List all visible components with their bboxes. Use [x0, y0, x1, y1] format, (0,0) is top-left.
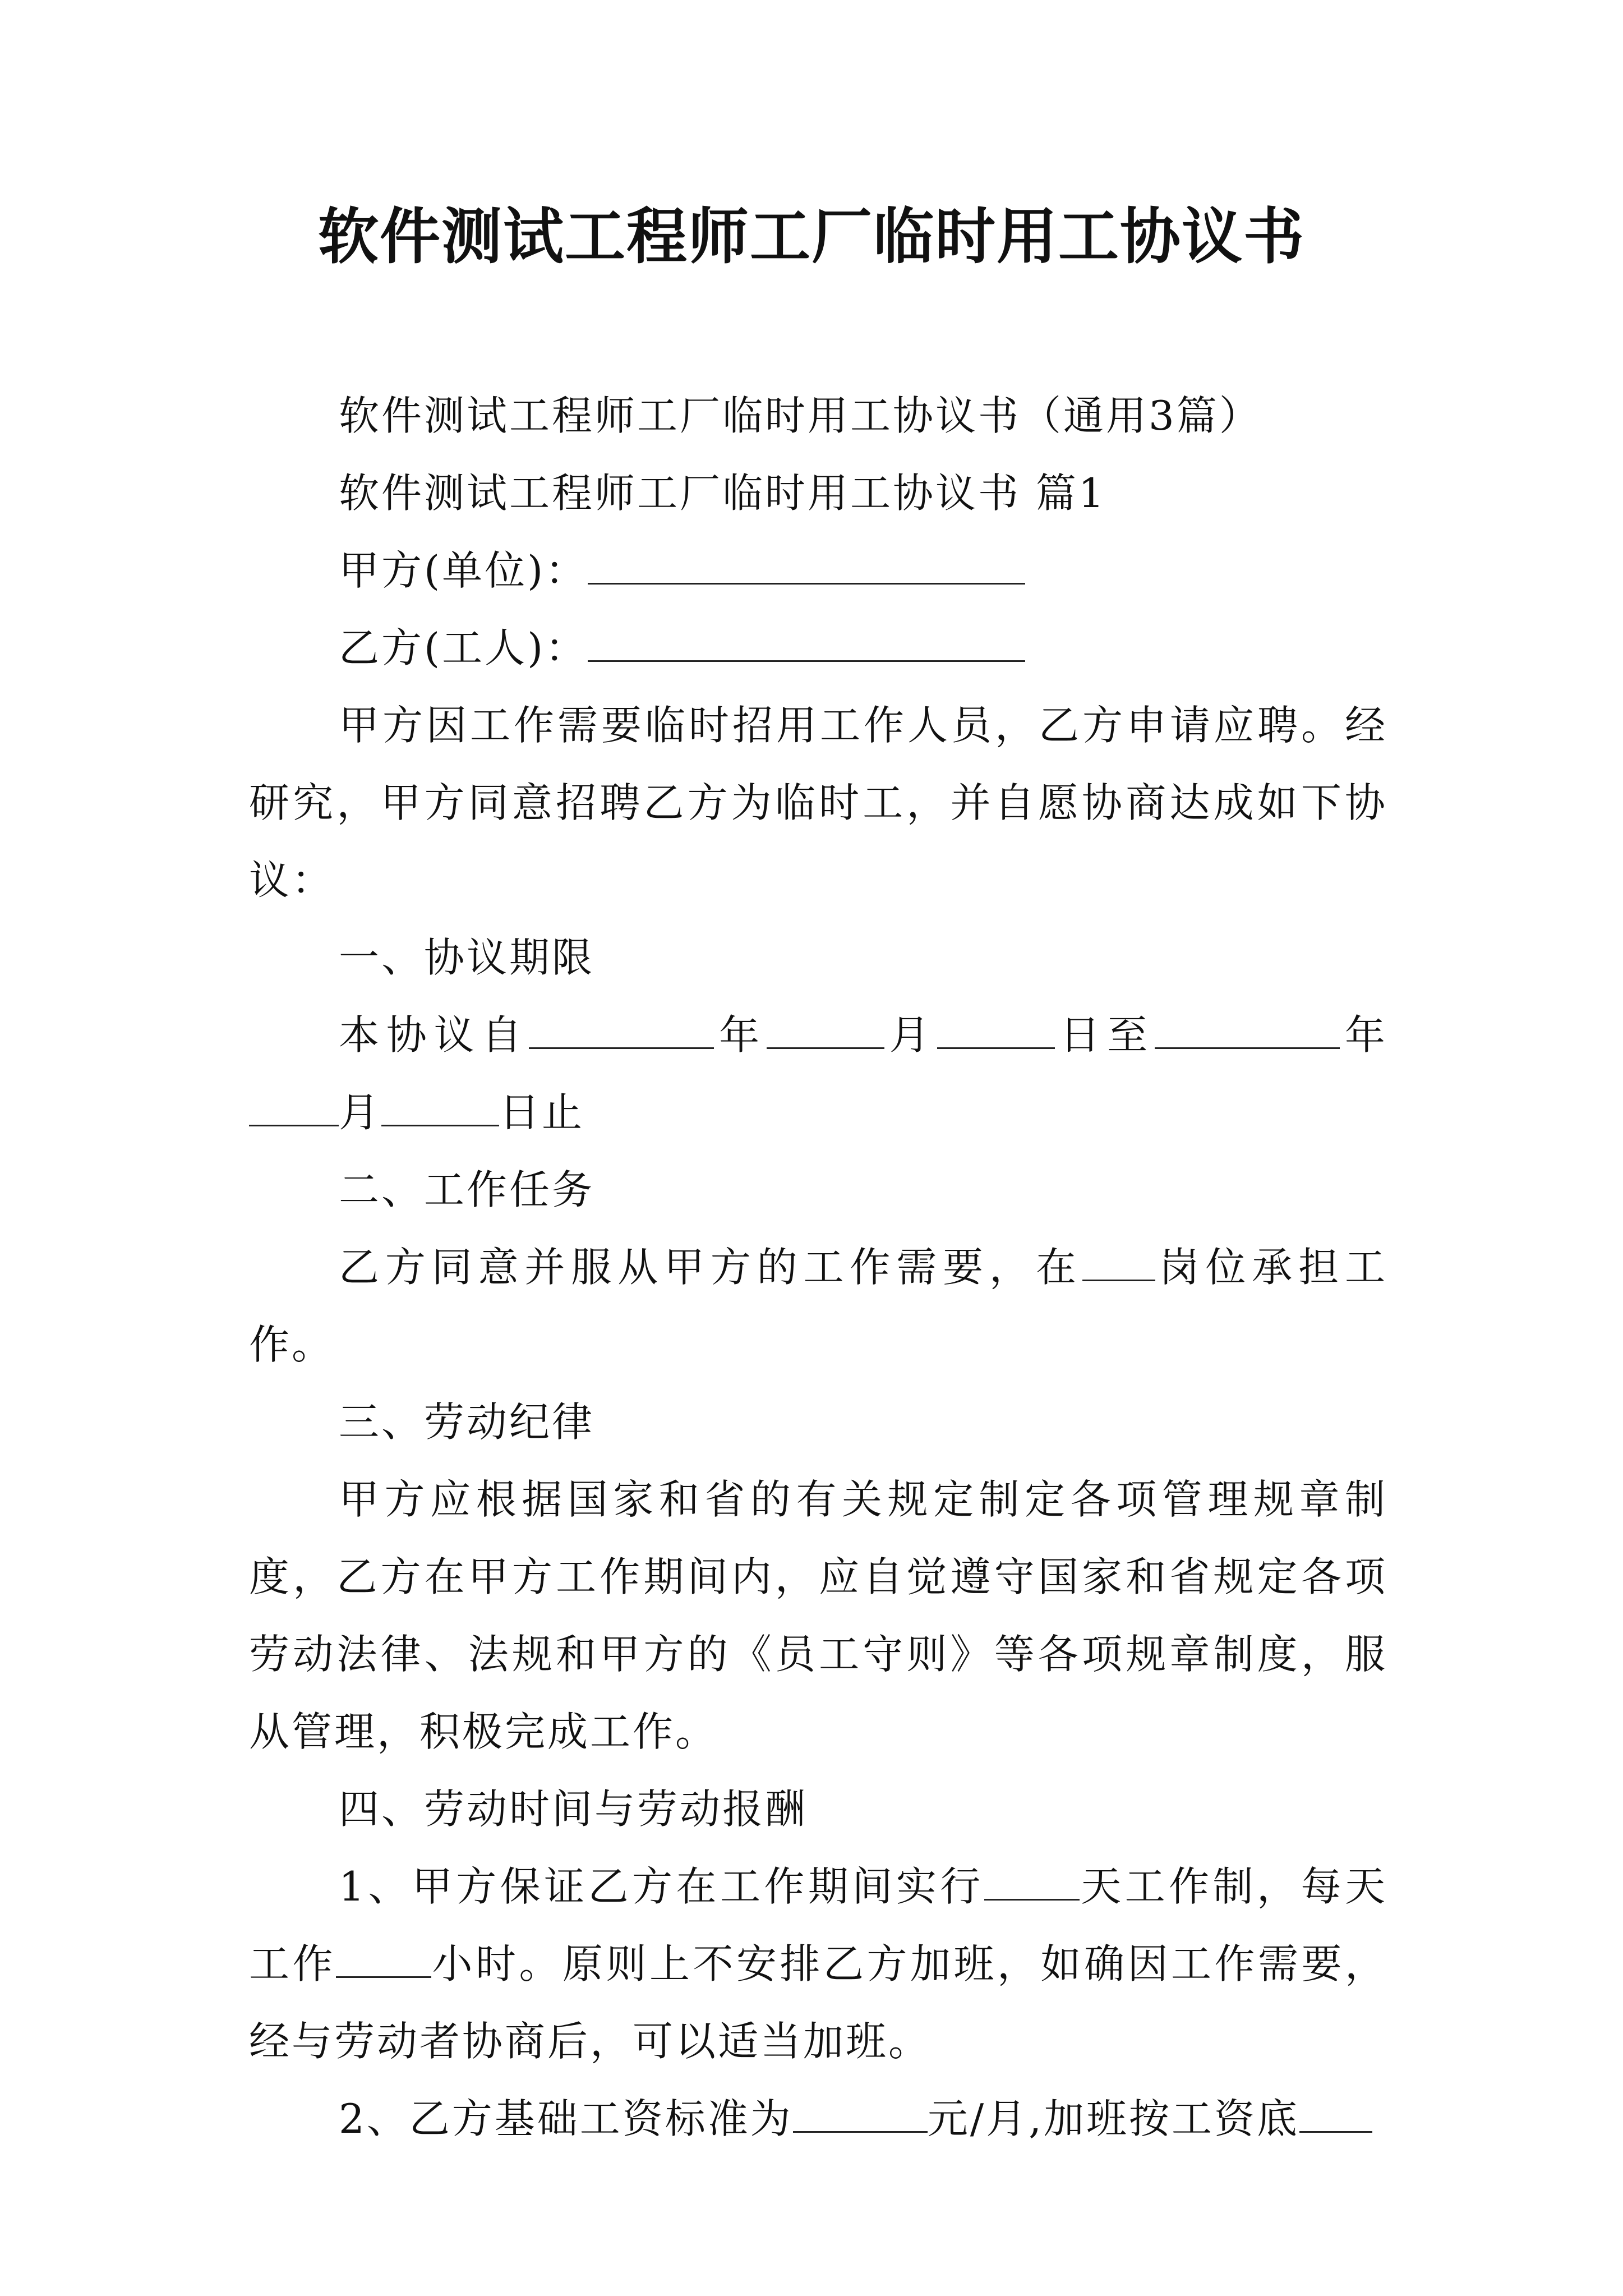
section4-item1 [249, 1848, 1387, 2080]
part-heading: 软件测试工程师工厂临时用工协议书 篇1 [339, 470, 1106, 517]
document-body [249, 377, 1387, 2157]
party-b-line [249, 609, 1387, 687]
item2-text-b: 元/月,加班按工资底 [927, 2095, 1299, 2142]
section1-day-end: 日止 [499, 1089, 585, 1136]
party-b-blank[interactable] [588, 627, 1025, 662]
section2-heading: 二、工作任务 [339, 1166, 595, 1213]
overtime-base-blank[interactable] [1299, 2097, 1372, 2133]
section4-heading: 四、劳动时间与劳动报酬 [339, 1786, 808, 1833]
section3-text: 甲方应根据国家和省的有关规定制定各项管理规章制度，乙方在甲方工作期间内，应自觉遵守国家和省规定各项劳动法律、法规和甲方的《员工守则》等各项规章制度，服从管理，积极完成工作。 [249, 1476, 1387, 1755]
section1-text [249, 996, 1387, 1151]
item1-text-b: 天工作制，每天工作 [249, 1863, 1387, 1987]
section1-month1: 月 [884, 1011, 937, 1059]
start-day-blank[interactable] [937, 1014, 1055, 1049]
item1-text-c: 小时。原则上不安排乙方加班，如确因工作需要，经与劳动者协商后，可以适当加班。 [249, 1940, 1387, 2065]
party-b-label: 乙方(工人)： [339, 624, 588, 671]
workdays-blank[interactable] [984, 1865, 1080, 1901]
end-month-blank[interactable] [249, 1091, 339, 1126]
start-year-blank[interactable] [529, 1014, 714, 1049]
end-day-blank[interactable] [381, 1091, 499, 1126]
section1-year1: 年 [714, 1011, 767, 1059]
party-a-blank[interactable] [588, 549, 1025, 585]
workhours-blank[interactable] [336, 1943, 431, 1978]
section2-text-b: 岗位承担工作。 [249, 1244, 1387, 1368]
end-year-blank[interactable] [1155, 1014, 1340, 1049]
document-title: 软件测试工程师工厂临时用工协议书 [317, 201, 1305, 272]
section4-item2 [249, 2080, 1387, 2157]
section3-heading: 三、劳动纪律 [339, 1398, 595, 1446]
salary-blank[interactable] [793, 2097, 928, 2133]
section2-text [249, 1228, 1387, 1383]
subtitle: 软件测试工程师工厂临时用工协议书（通用3篇） [339, 392, 1262, 439]
section1-year2: 年 [1340, 1011, 1387, 1059]
section2-text-a: 乙方同意并服从甲方的工作需要，在 [339, 1244, 1082, 1291]
start-month-blank[interactable] [767, 1014, 884, 1049]
section1-heading: 一、协议期限 [339, 934, 595, 981]
party-a-line [249, 532, 1387, 609]
item1-text-a: 1、甲方保证乙方在工作期间实行 [339, 1863, 984, 1910]
section1-month2: 月 [339, 1089, 382, 1136]
section1-start: 本协议自 [339, 1011, 529, 1059]
section1-day-to: 日至 [1054, 1011, 1155, 1059]
position-blank[interactable] [1082, 1246, 1155, 1281]
item2-text-a: 2、乙方基础工资标准为 [339, 2095, 793, 2142]
party-a-label: 甲方(单位)： [339, 547, 588, 594]
intro-paragraph: 甲方因工作需要临时招用工作人员，乙方申请应聘。经研究，甲方同意招聘乙方为临时工，并自愿协商达成如下协议： [249, 702, 1387, 904]
